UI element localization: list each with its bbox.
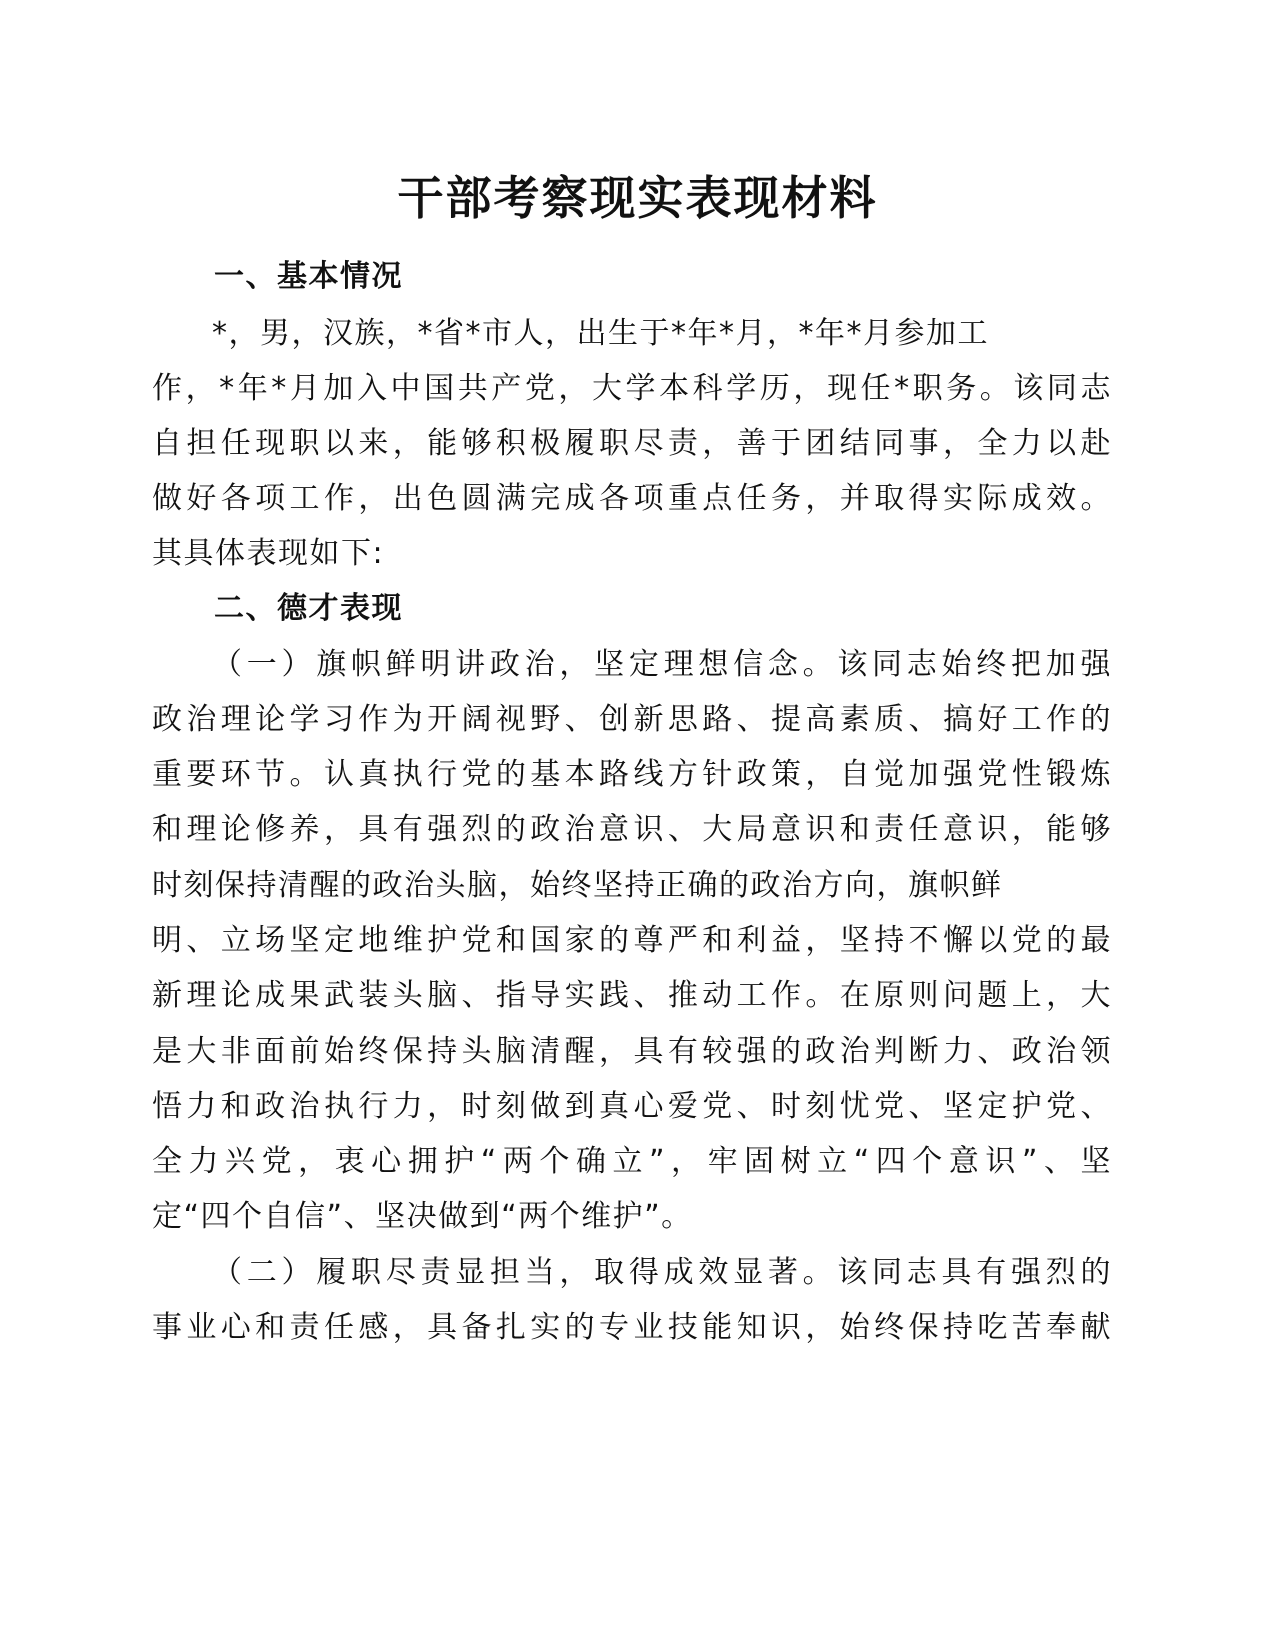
paragraph-line: 是大非面前始终保持头脑清醒，具有较强的政治判断力、政治领: [152, 1034, 1112, 1069]
paragraph-line: 自担任现职以来，能够积极履职尽责，善于团结同事，全力以赴: [152, 426, 1112, 461]
section-heading-basic-info: 一、基本情况: [214, 259, 403, 294]
paragraph-line: 事业心和责任感，具备扎实的专业技能知识，始终保持吃苦奉献: [152, 1310, 1112, 1345]
paragraph-line: 和理论修养，具有强烈的政治意识、大局意识和责任意识，能够: [152, 812, 1112, 847]
paragraph-line: （二）履职尽责显担当，取得成效显著。该同志具有强烈的: [212, 1255, 1112, 1290]
paragraph-line: 时刻保持清醒的政治头脑，始终坚持正确的政治方向，旗帜鲜: [152, 868, 1003, 903]
paragraph-line: 其具体表现如下:: [152, 536, 385, 571]
paragraph-line: 明、立场坚定地维护党和国家的尊严和利益，坚持不懈以党的最: [152, 923, 1112, 958]
paragraph-line: 全力兴党，衷心拥护“两个确立”，牢固树立“四个意识”、坚: [152, 1144, 1112, 1179]
paragraph-line: （一）旗帜鲜明讲政治，坚定理想信念。该同志始终把加强: [212, 647, 1112, 682]
paragraph-line: 作，*年*月加入中国共产党，大学本科学历，现任*职务。该同志: [152, 371, 1112, 406]
paragraph-line: 重要环节。认真执行党的基本路线方针政策，自觉加强党性锻炼: [152, 757, 1112, 792]
paragraph-line: 新理论成果武装头脑、指导实践、推动工作。在原则问题上，大: [152, 978, 1112, 1013]
section-heading-performance: 二、德才表现: [214, 591, 403, 626]
paragraph-line: *，男，汉族，*省*市人，出生于*年*月，*年*月参加工: [212, 316, 989, 351]
paragraph-line: 悟力和政治执行力，时刻做到真心爱党、时刻忧党、坚定护党、: [152, 1089, 1112, 1124]
paragraph-line: 定“四个自信”、坚决做到“两个维护”。: [152, 1199, 693, 1234]
paragraph-line: 做好各项工作，出色圆满完成各项重点任务，并取得实际成效。: [152, 481, 1112, 516]
paragraph-line: 政治理论学习作为开阔视野、创新思路、提高素质、搞好工作的: [152, 702, 1112, 737]
document-title: 干部考察现实表现材料: [397, 171, 878, 225]
